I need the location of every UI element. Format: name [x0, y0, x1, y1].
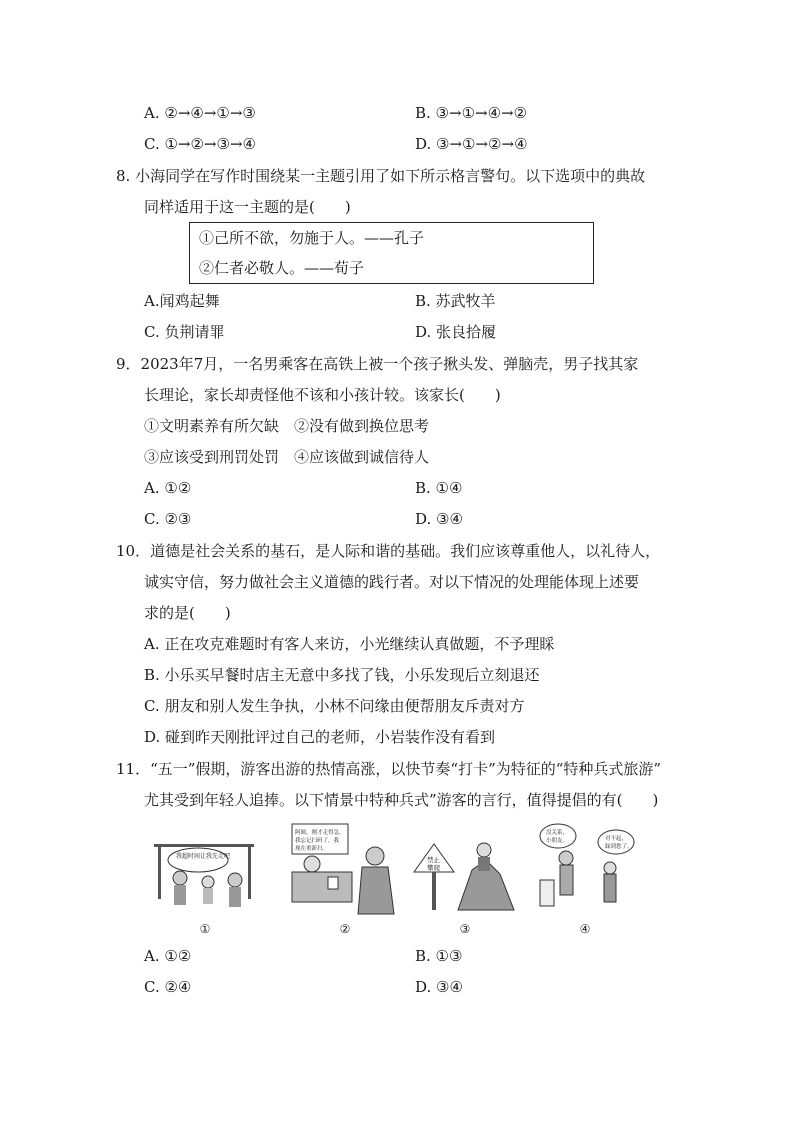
q9-statements-2: ③应该受到刑罚处罚 ④应该做到诚信待人 — [144, 448, 430, 466]
no-climbing-sign-line1: 禁止 — [427, 856, 440, 864]
q9-option-b: B. ①④ — [415, 479, 463, 497]
svg-text:阿姨，刚才走得急，: 阿姨，刚才走得急， — [295, 830, 345, 836]
svg-text:踩到您了。: 踩到您了。 — [605, 844, 633, 850]
illustration-1 — [150, 822, 260, 936]
q10-option-b: B. 小乐买早餐时店主无意中多找了钱，小乐发现后立刻退还 — [144, 666, 540, 684]
svg-text:对不起，: 对不起， — [605, 836, 628, 842]
q7-option-c: C. ①→②→③→④ — [144, 135, 256, 153]
q7-option-a: A. ②→④→①→③ — [144, 104, 256, 122]
svg-text:现在重新扫。: 现在重新扫。 — [295, 846, 329, 852]
no-climbing-sign-line2: 攀爬 — [427, 864, 440, 872]
q8-option-c: C. 负荆请罪 — [144, 323, 225, 341]
q11-option-d: D. ③④ — [415, 978, 463, 996]
svg-text:小朋友。: 小朋友。 — [546, 838, 569, 844]
q8-option-d: D. 张良拾履 — [415, 323, 497, 341]
q9-option-d: D. ③④ — [415, 510, 463, 528]
q10-stem-line2: 诚实守信，努力做社会主义道德的践行者。对以下情况的处理能体现上述要 — [144, 573, 640, 591]
q11-stem-line2: 尤其受到年轻人追捧。以下情景中特种兵式”游客的言行，值得提倡的有( ) — [144, 791, 659, 809]
q8-option-b: B. 苏武牧羊 — [415, 292, 496, 310]
q10-option-c: C. 朋友和别人发生争执，小林不问缘由便帮朋友斥责对方 — [144, 697, 525, 715]
q10-option-d: D. 碰到昨天刚批评过自己的老师，小岩装作没有看到 — [144, 728, 496, 746]
svg-text:我忘记扫码了，我: 我忘记扫码了，我 — [295, 838, 340, 844]
q10-stem-line1: 10．道德是社会关系的基石，是人际和谐的基础。我们应该尊重他人，以礼待人， — [116, 542, 661, 560]
q10-stem-line3: 求的是( ) — [144, 604, 231, 622]
q10-option-a: A. 正在攻克难题时有客人来访，小光继续认真做题，不予理睬 — [144, 635, 555, 653]
q7-option-b: B. ③→①→④→② — [415, 104, 528, 122]
q11-option-c: C. ②④ — [144, 978, 192, 996]
q9-option-c: C. ②③ — [144, 510, 192, 528]
q8-stem-line1: 8. 小海同学在写作时围绕某一主题引用了如下所示格言警句。以下选项中的典故 — [116, 167, 646, 185]
q8-option-a: A.闻鸡起舞 — [144, 292, 220, 310]
q9-option-a: A. ①② — [144, 479, 192, 497]
illustration-4-caption: ④ — [579, 922, 591, 936]
q11-option-a: A. ①② — [144, 947, 192, 965]
illustration-1-caption: ① — [199, 922, 211, 936]
q11-stem-line1: 11．“五一”假期，游客出游的热情高涨，以快节奏“打卡”为特征的“特种兵式旅游” — [116, 760, 662, 778]
illustration-3 — [410, 822, 520, 936]
q9-stem-line1: 9．2023年7月，一名男乘客在高铁上被一个孩子揪头发、弹脑壳，男子找其家 — [116, 355, 639, 373]
quote-line-2: ②仁者必敬人。——荀子 — [199, 259, 365, 277]
q11-option-b: B. ①③ — [415, 947, 463, 965]
q9-statements-1: ①文明素养有所欠缺 ②没有做到换位思考 — [144, 417, 430, 435]
bubble-1-line1: 我超时间让我先走吧 — [176, 853, 231, 860]
q8-stem-line2: 同样适用于这一主题的是( ) — [144, 198, 351, 216]
q7-option-d: D. ③→①→②→④ — [415, 135, 528, 153]
illustration-2-caption: ② — [339, 922, 351, 936]
q9-stem-line2: 长理论，家长却责怪他不该和小孩计较。该家长( ) — [144, 386, 501, 404]
q11-illustrations — [140, 822, 640, 940]
svg-text:没关系，: 没关系， — [546, 830, 569, 836]
quote-line-1: ①己所不欲，勿施于人。——孔子 — [199, 229, 425, 247]
illustration-3-caption: ③ — [459, 922, 471, 936]
illustration-2 — [290, 822, 400, 936]
illustration-4 — [530, 822, 640, 936]
